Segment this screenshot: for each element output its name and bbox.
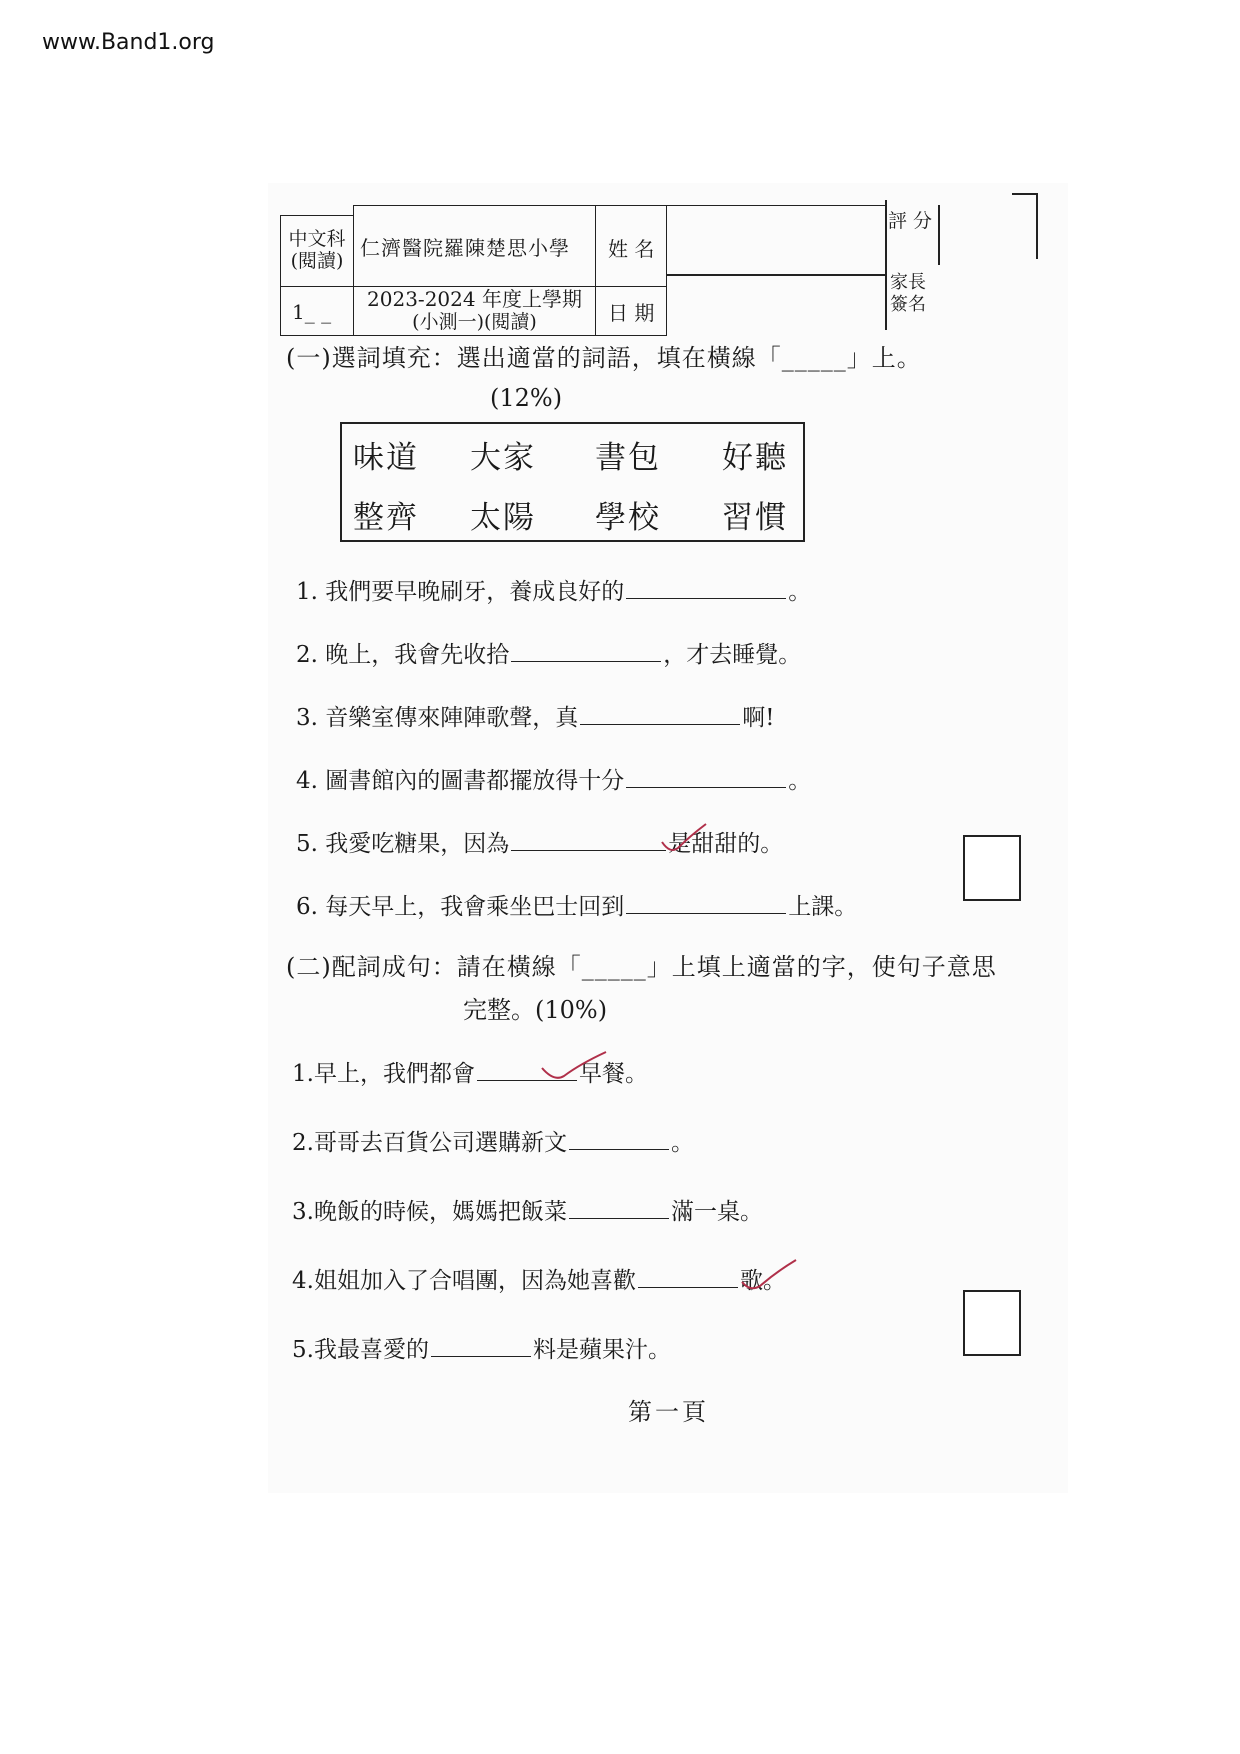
question-number: 3. <box>296 705 318 731</box>
question-text-end: 。 <box>788 579 812 605</box>
question-text: 圖書館內的圖書都擺放得十分 <box>325 768 625 794</box>
section1-percent: (12%) <box>490 384 563 412</box>
question-text-end: 是甜甜的。 <box>668 831 784 857</box>
word-bank-item: 大家 <box>470 440 536 476</box>
question-text-end: 料是蘋果汁。 <box>532 1337 671 1363</box>
question-text-end: 歌。 <box>739 1268 786 1294</box>
header-year: 2023-2024 年度上學期 <box>367 287 582 311</box>
header-school: 仁濟醫院羅陳楚思小學 <box>360 236 570 260</box>
question-text-end: 上課。 <box>788 894 858 920</box>
section2-score-box[interactable] <box>963 1290 1021 1356</box>
question-text-end: 。 <box>788 768 812 794</box>
question-number: 2. <box>292 1130 314 1156</box>
word-bank-item: 書包 <box>595 440 661 476</box>
answer-blank[interactable] <box>626 594 786 599</box>
question-text: 晚飯的時候，媽媽把飯菜 <box>313 1199 567 1225</box>
question-text-end: 早餐。 <box>578 1061 648 1087</box>
question-1-1 <box>296 573 811 606</box>
score-divider-v2 <box>938 205 940 265</box>
header-name-label: 姓 名 <box>608 237 655 261</box>
question-number: 3. <box>292 1199 314 1225</box>
answer-blank[interactable] <box>580 720 740 725</box>
question-number: 1. <box>296 579 318 605</box>
word-bank-item: 味道 <box>353 440 419 476</box>
question-text: 我愛吃糖果，因為 <box>325 831 510 857</box>
question-text: 每天早上，我會乘坐巴士回到 <box>325 894 625 920</box>
question-number: 6. <box>296 894 318 920</box>
question-2-4 <box>292 1262 786 1295</box>
score-divider-v <box>885 200 887 330</box>
corner-mark-h <box>1012 193 1038 195</box>
section2-title-cont: 完整。(10%) <box>463 996 608 1024</box>
header-score-label: 評 分 <box>888 210 933 232</box>
question-1-6 <box>296 888 857 921</box>
question-text-end: 滿一桌。 <box>670 1199 763 1225</box>
question-text: 音樂室傳來陣陣歌聲，真 <box>325 705 579 731</box>
question-number: 1. <box>292 1061 314 1087</box>
header-date-line <box>666 274 886 276</box>
answer-blank[interactable] <box>431 1352 531 1357</box>
section1-title: (一)選詞填充：選出適當的詞語，填在橫線「_____」上。 <box>286 344 922 372</box>
question-text-end: ，才去睡覺。 <box>663 642 802 668</box>
corner-mark-v <box>1036 193 1038 259</box>
tick-mark <box>740 1258 800 1294</box>
answer-blank[interactable] <box>626 909 786 914</box>
question-text: 我們要早晚刷牙，養成良好的 <box>325 579 625 605</box>
header-class: 1_ _ <box>292 300 332 324</box>
answer-blank[interactable] <box>626 783 786 788</box>
page-number: 第一頁 <box>628 1398 709 1426</box>
word-bank-item: 好聽 <box>722 440 788 476</box>
question-text: 我最喜愛的 <box>313 1337 429 1363</box>
question-1-4 <box>296 762 811 795</box>
question-2-5 <box>292 1331 671 1364</box>
answer-blank[interactable] <box>511 657 661 662</box>
question-number: 2. <box>296 642 318 668</box>
question-number: 4. <box>296 768 318 794</box>
answer-blank[interactable] <box>511 846 666 851</box>
tick-mark <box>540 1050 610 1084</box>
question-1-3 <box>296 699 775 732</box>
watermark: www.Band1.org <box>42 30 215 55</box>
question-2-2 <box>292 1124 694 1157</box>
question-text-end: 。 <box>670 1130 694 1156</box>
header-test: (小測一)(閱讀) <box>412 311 537 333</box>
question-2-3 <box>292 1193 763 1226</box>
answer-blank[interactable] <box>638 1283 738 1288</box>
question-number: 5. <box>292 1337 314 1363</box>
question-number: 5. <box>296 831 318 857</box>
word-bank-item: 習慣 <box>722 500 788 536</box>
question-1-5 <box>296 825 783 858</box>
question-1-2 <box>296 636 801 669</box>
question-text-end: 啊! <box>742 705 775 731</box>
question-number: 4. <box>292 1268 314 1294</box>
section1-score-box[interactable] <box>963 835 1021 901</box>
question-text: 早上，我們都會 <box>313 1061 475 1087</box>
header-subject: 中文科 (閱讀) <box>288 228 346 272</box>
question-text: 姐姐加入了合唱團，因為她喜歡 <box>313 1268 636 1294</box>
question-text: 哥哥去百貨公司選購新文 <box>313 1130 567 1156</box>
section2-title: (二)配詞成句：請在橫線「_____」上填上適當的字，使句子意思 <box>286 953 997 981</box>
word-bank-item: 整齊 <box>353 500 419 536</box>
header-parent-label: 家長 簽名 <box>890 272 926 315</box>
answer-blank[interactable] <box>569 1214 669 1219</box>
answer-blank[interactable] <box>569 1145 669 1150</box>
word-bank-item: 太陽 <box>470 500 536 536</box>
tick-mark <box>660 822 710 856</box>
question-text: 晚上，我會先收拾 <box>325 642 510 668</box>
word-bank-item: 學校 <box>595 500 661 536</box>
header-date-label: 日 期 <box>608 301 655 325</box>
